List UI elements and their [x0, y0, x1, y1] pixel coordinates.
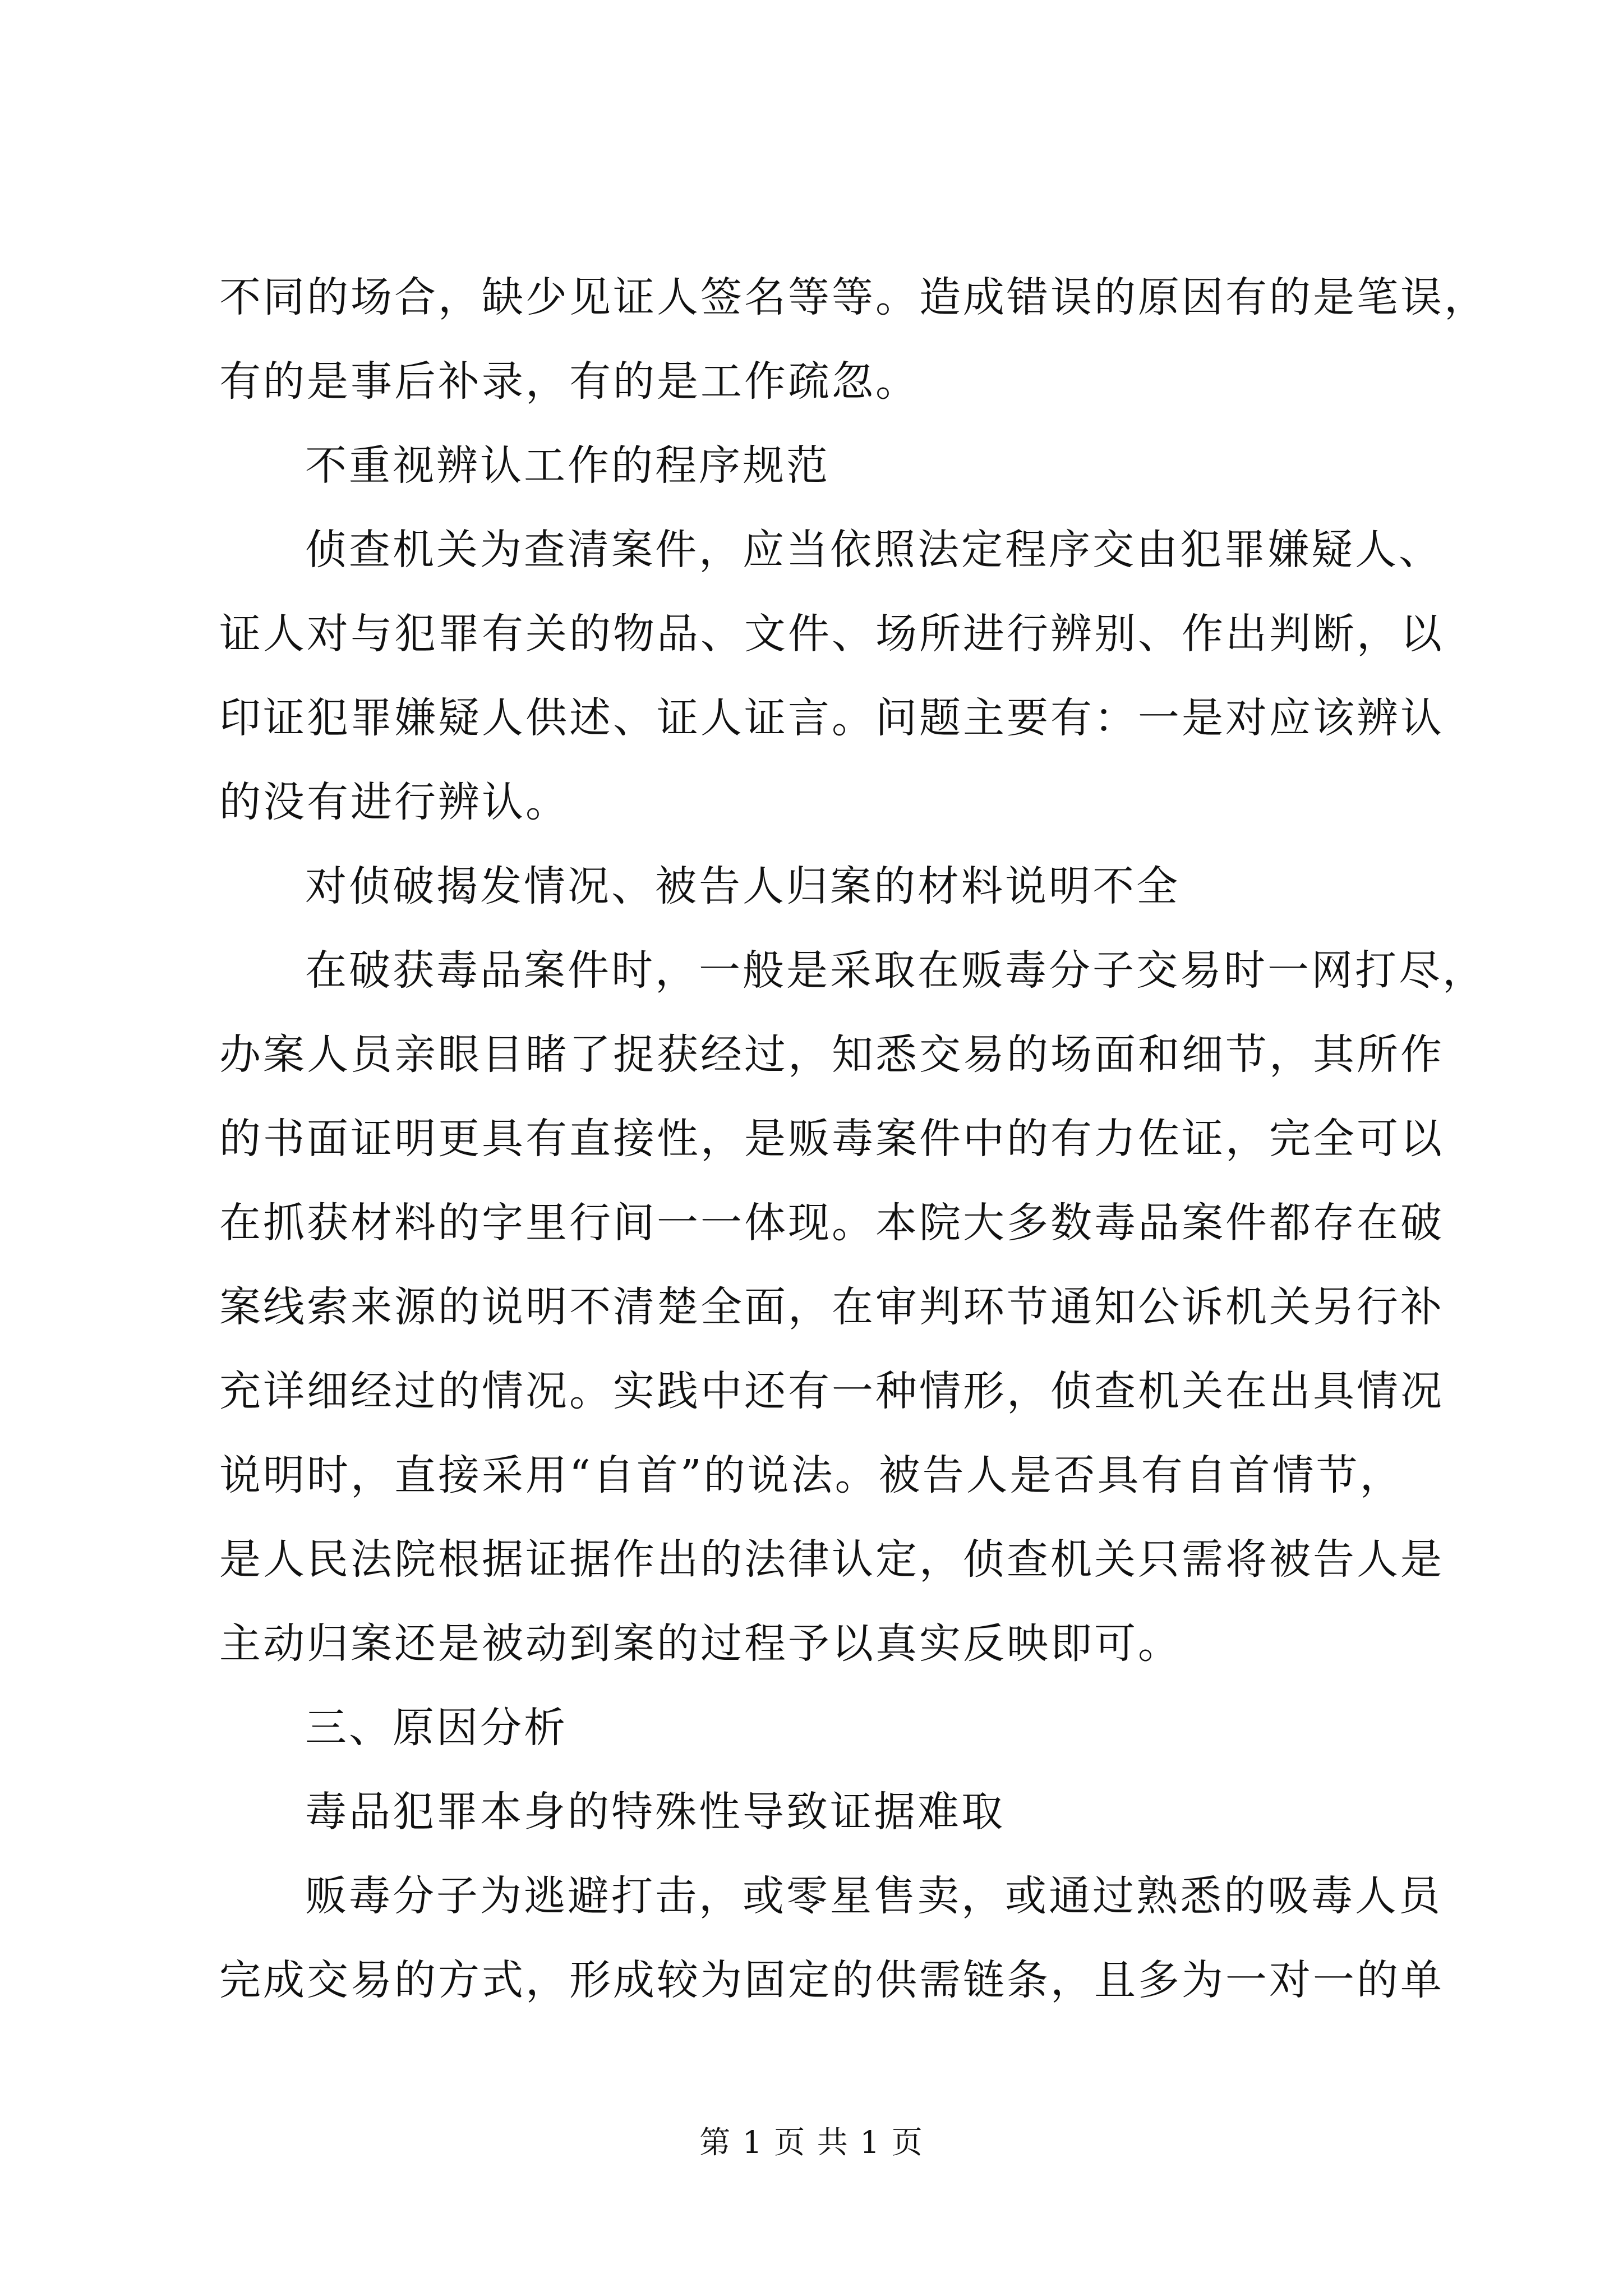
- text-line: 说明时，直接采用“自首”的说法。被告人是否具有自首情节，: [219, 1451, 1404, 1499]
- text-line: 案线索来源的说明不清楚全面，在审判环节通知公诉机关另行补: [219, 1283, 1444, 1331]
- page-footer: 第 1 页 共 1 页: [699, 2124, 924, 2160]
- text-line: 证人对与犯罪有关的物品、文件、场所进行辨别、作出判断，以: [219, 610, 1444, 658]
- text-line: 在抓获材料的字里行间一一体现。本院大多数毒品案件都存在破: [219, 1199, 1444, 1247]
- text-line: 的书面证明更具有直接性，是贩毒案件中的有力佐证，完全可以: [219, 1115, 1444, 1163]
- section-heading: 不重视辨认工作的程序规范: [305, 441, 830, 490]
- paragraph-start: 侦查机关为查清案件，应当依照法定程序交由犯罪嫌疑人、: [305, 526, 1442, 574]
- text-line: 不同的场合，缺少见证人签名等等。造成错误的原因有的是笔误，: [219, 273, 1488, 321]
- paragraph-start: 在破获毒品案件时，一般是采取在贩毒分子交易时一网打尽，: [305, 946, 1486, 995]
- text-line: 主动归案还是被动到案的过程予以真实反映即可。: [219, 1619, 1182, 1668]
- document-body: [219, 255, 1488, 2022]
- text-line: 完成交易的方式，形成较为固定的供需链条，且多为一对一的单: [219, 1956, 1444, 2004]
- section-heading: 三、原因分析: [305, 1704, 568, 1752]
- text-line: 是人民法院根据证据作出的法律认定，侦查机关只需将被告人是: [219, 1535, 1444, 1584]
- text-line: 的没有进行辨认。: [219, 778, 569, 826]
- text-line: 办案人员亲眼目睹了捉获经过，知悉交易的场面和细节，其所作: [219, 1030, 1444, 1079]
- paragraph-start: 贩毒分子为逃避打击，或零星售卖，或通过熟悉的吸毒人员: [305, 1872, 1442, 1920]
- text-line: 充详细经过的情况。实践中还有一种情形，侦查机关在出具情况: [219, 1367, 1444, 1415]
- section-heading: 对侦破揭发情况、被告人归案的材料说明不全: [305, 862, 1180, 910]
- text-line: 有的是事后补录，有的是工作疏忽。: [219, 357, 919, 406]
- section-heading: 毒品犯罪本身的特殊性导致证据难取: [305, 1788, 1005, 1836]
- text-line: 印证犯罪嫌疑人供述、证人证言。问题主要有：一是对应该辨认: [219, 694, 1444, 742]
